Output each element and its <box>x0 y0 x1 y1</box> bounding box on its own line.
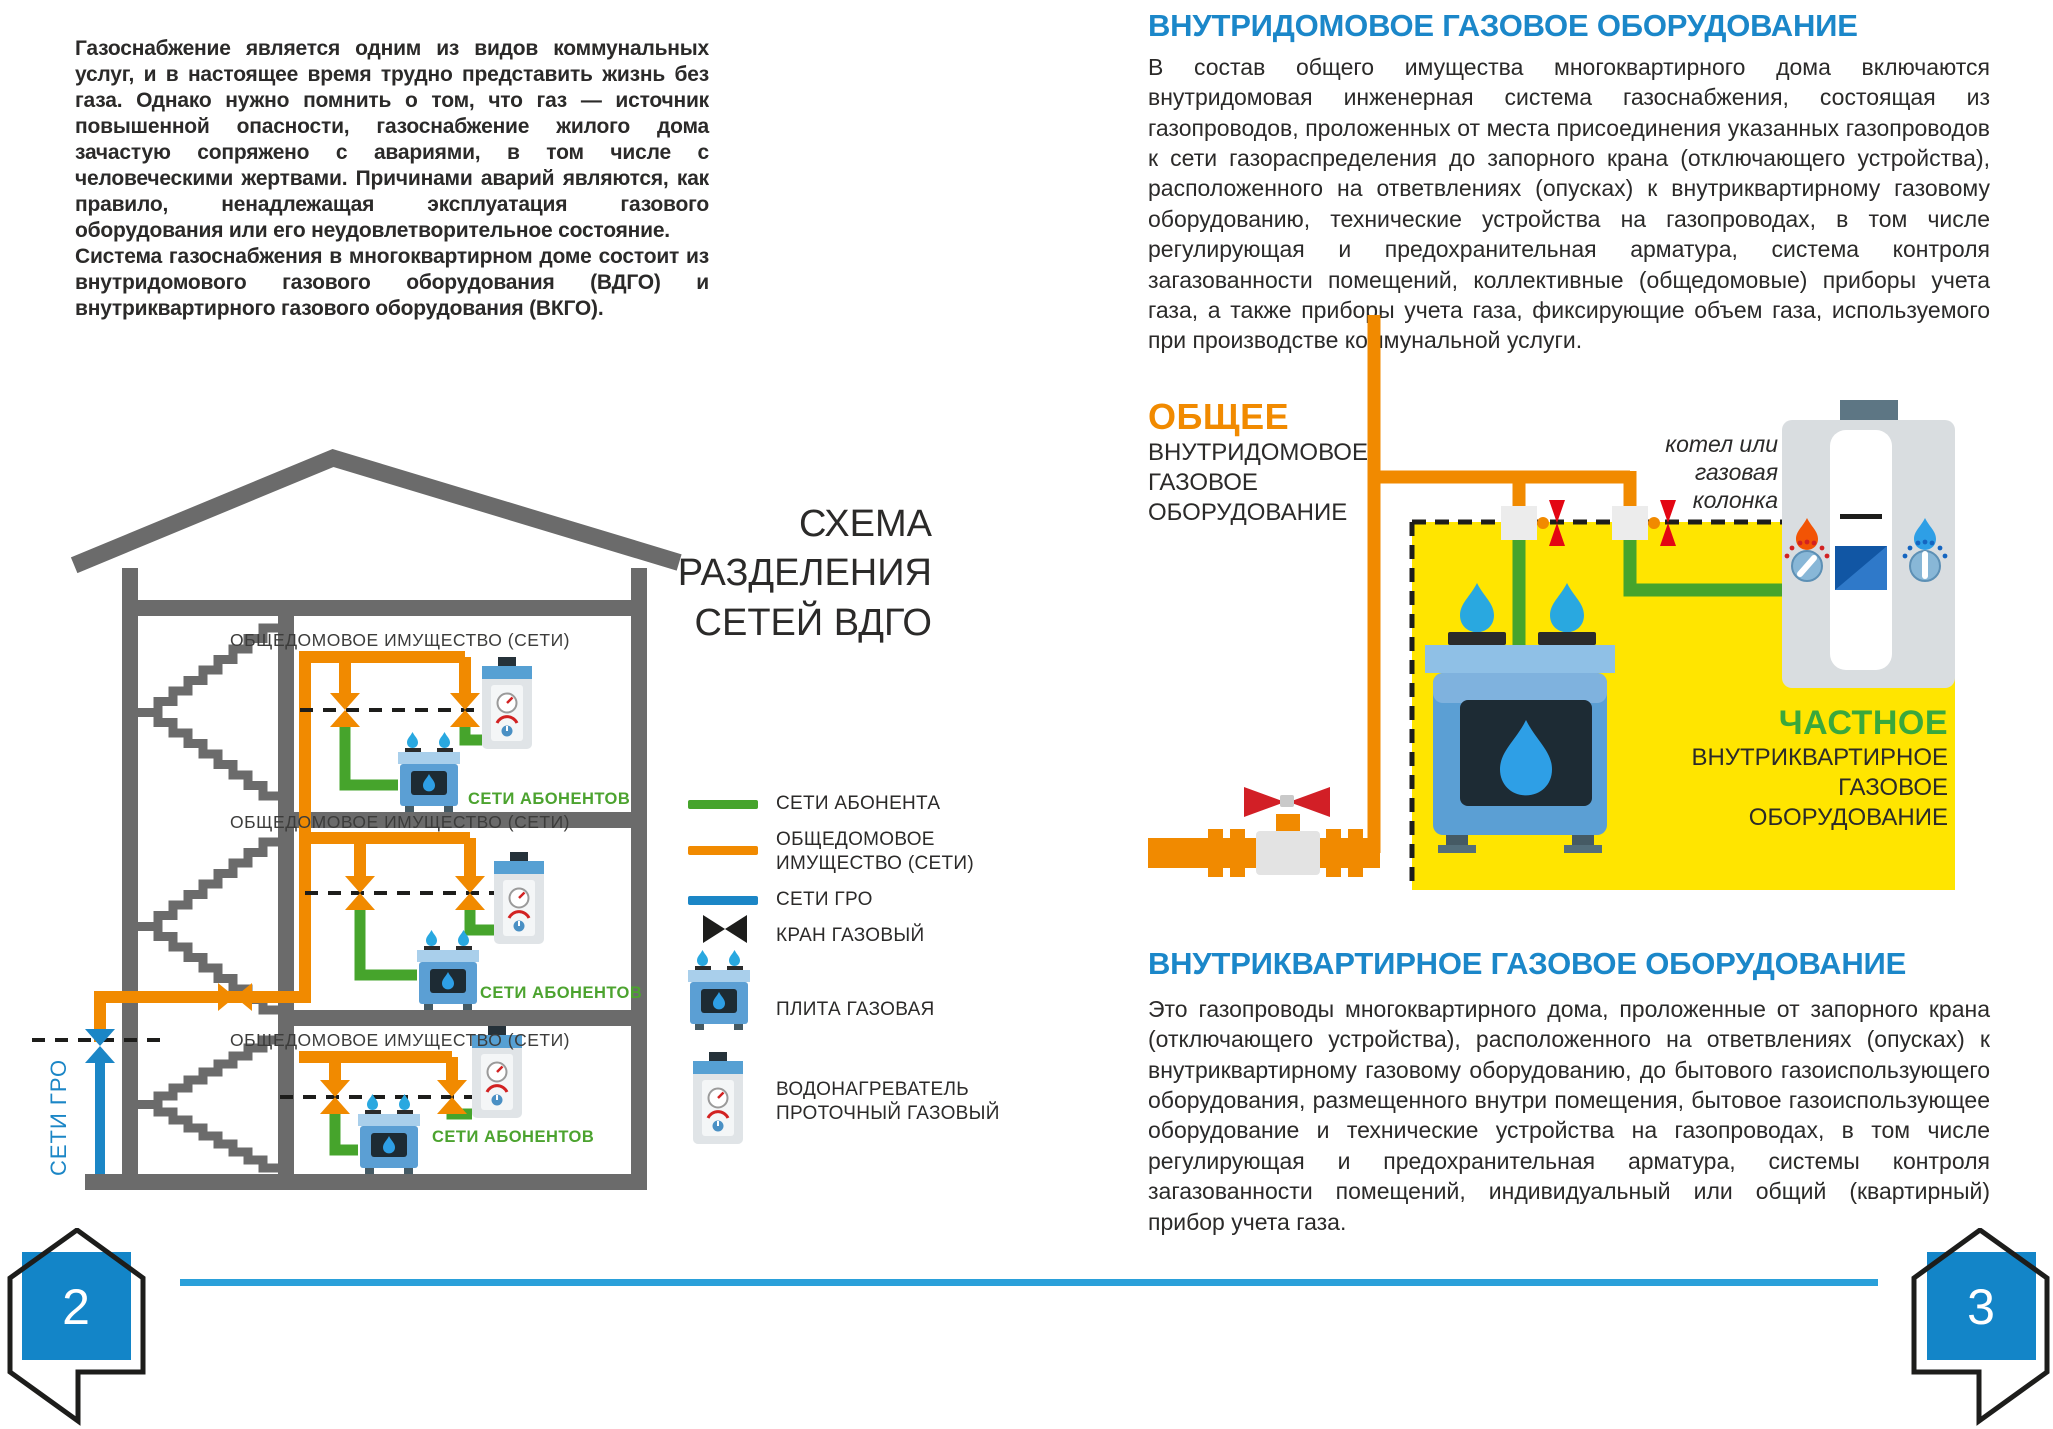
schema-title-line-2: РАЗДЕЛЕНИЯ <box>677 552 932 595</box>
common-property-label: ОБЩЕДОМОВОЕ ИМУЩЕСТВО (СЕТИ) <box>230 630 570 650</box>
legend-blue-line-swatch <box>688 896 758 905</box>
schema-title-line-3: СЕТЕЙ ВДГО <box>694 601 932 644</box>
boiler-note-line: газовая <box>1694 459 1778 486</box>
section-heading-vkgo: ВНУТРИКВАРТИРНОЕ ГАЗОВОЕ ОБОРУДОВАНИЕ <box>1148 946 1907 981</box>
gas-stove-icon <box>688 950 750 1030</box>
legend-green-line-swatch <box>688 800 758 809</box>
legend-orange-line-swatch <box>688 846 758 855</box>
private-line: ОБОРУДОВАНИЕ <box>1748 804 1948 832</box>
legend-label: ВОДОНАГРЕВАТЕЛЬ ПРОТОЧНЫЙ ГАЗОВЫЙ <box>776 1079 1000 1124</box>
section-heading-vdgo: ВНУТРИДОМОВОЕ ГАЗОВОЕ ОБОРУДОВАНИЕ <box>1148 8 1858 43</box>
subscriber-networks-label: СЕТИ АБОНЕНТОВ <box>432 1128 595 1146</box>
private-line: ВНУТРИКВАРТИРНОЕ <box>1691 744 1948 771</box>
water-heater-icon <box>494 852 544 944</box>
schema-title-line-1: СХЕМА <box>799 503 932 545</box>
legend-label: СЕТИ ГРО <box>776 889 873 910</box>
section-body-vdgo: В состав общего имущества многоквартирного дома включаются внутридомовая инженерная система газоснабжения, состоящая из газопроводов, проложенных от места присоединения указанных газопроводов к сети газораспределения до запорного крана (отключающего устройства), расположенного на ответвлениях (опусках) к внутриквартирному газовому оборудованию, технические устройства на газопроводах, в том числе регулирующая и предохранительная арматура, система контроля загазованности помещений, коллективные (общедомовые) приборы учета газа, а также приборы учета газа, фиксирующие объем газа, используемого при производстве коммунальной услуги. <box>1148 54 1990 354</box>
common-equipment-label <box>1148 396 1428 529</box>
subscriber-networks-label: СЕТИ АБОНЕНТОВ <box>468 790 631 808</box>
gas-stove-icon <box>417 930 479 1010</box>
staircase <box>138 628 278 1168</box>
private-title: ЧАСТНОЕ <box>1778 704 1948 742</box>
legend-label: ОБЩЕДОМОВОЕ ИМУЩЕСТВО (СЕТИ) <box>776 829 974 874</box>
common-line: ВНУТРИДОМОВОЕ <box>1148 439 1368 466</box>
private-equipment-label <box>1660 704 1948 834</box>
page-number-badge-left <box>4 1228 164 1428</box>
gro-pipe <box>85 1029 115 1174</box>
intro-paragraph-1: Газоснабжение является одним из видов коммунальных услуг, и в настоящее время трудно представить жизнь без газа. Однако нужно помнить о том, что газ — источник повышенной опасности, газоснабжение жилого дома зачастую сопряжено с авариями, в том числе с человеческими жертвами. Причинами аварий являются, как правило, ненадлежащая эксплуатация газового оборудования или его неудовлетворительное состояние. <box>75 37 709 243</box>
common-line: ОБОРУДОВАНИЕ <box>1148 499 1348 527</box>
section-body-vkgo: Это газопроводы многоквартирного дома, проложенные от запорного крана (отключающего устройства), расположенного на ответвлениях (опусках) к внутриквартирному газовому оборудованию, до бытового газоиспользующего оборудования, размещенного внутри помещения, бытовое газоиспользующее оборудование и технические устройства на газопроводах, в том числе регулирующая и предохранительная арматура, системы контроля загазованности помещений, индивидуальный или общий (квартирный) прибор учета газа. <box>1148 996 1990 1235</box>
gas-boiler-icon <box>1782 400 1955 688</box>
page-number-badge-right <box>1893 1228 2053 1428</box>
main-valve-icon <box>1244 787 1330 875</box>
water-heater-icon <box>482 657 532 749</box>
gas-stove-icon <box>358 1094 420 1174</box>
page-number: 3 <box>1967 1279 1995 1335</box>
gro-valve-icon <box>85 1029 115 1063</box>
gro-networks-label: СЕТИ ГРО <box>46 1058 71 1176</box>
common-line: ГАЗОВОЕ <box>1148 469 1258 497</box>
legend-label: КРАН ГАЗОВЫЙ <box>776 925 925 946</box>
private-line: ГАЗОВОЕ <box>1838 774 1948 802</box>
gas-stove-icon <box>398 732 460 812</box>
intro-text-block <box>75 36 709 322</box>
water-heater-icon <box>693 1052 743 1144</box>
legend-label: СЕТИ АБОНЕНТА <box>776 793 941 814</box>
common-title: ОБЩЕЕ <box>1148 396 1290 437</box>
page-number: 2 <box>62 1279 90 1335</box>
intro-paragraph-2: Система газоснабжения в многоквартирном доме состоит из внутридомового газового оборудования (ВДГО) и внутриквартирного газового оборудования (ВКГО). <box>75 245 709 321</box>
boiler-note-line: котел или <box>1665 431 1778 457</box>
common-property-label: ОБЩЕДОМОВОЕ ИМУЩЕСТВО (СЕТИ) <box>230 812 570 832</box>
gas-valve-icon <box>702 914 748 944</box>
subscriber-networks-label: СЕТИ АБОНЕНТОВ <box>480 984 643 1002</box>
boiler-note-line: колонка <box>1692 487 1778 514</box>
legend <box>688 782 1033 1142</box>
footer-divider-line <box>180 1279 1878 1286</box>
boiler-note <box>1598 430 1778 514</box>
common-property-label: ОБЩЕДОМОВОЕ ИМУЩЕСТВО (СЕТИ) <box>230 1030 570 1050</box>
legend-label: ПЛИТА ГАЗОВАЯ <box>776 999 935 1020</box>
